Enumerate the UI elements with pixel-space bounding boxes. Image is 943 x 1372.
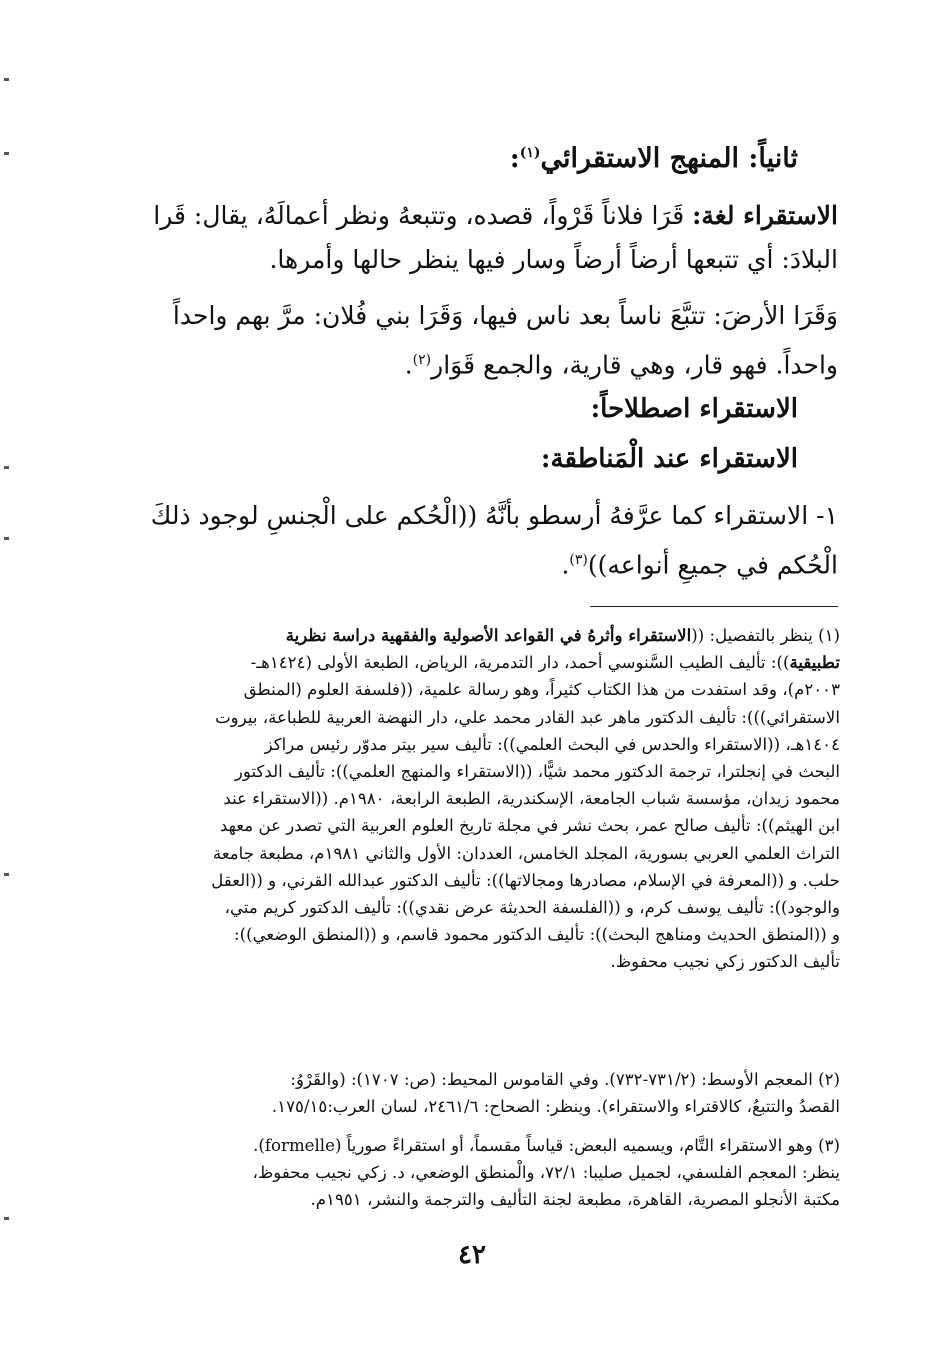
footnote-text: (٣) وهو الاستقراء التَّام، ويسميه البعض: قياساً مقسماً، أو استقراءً صورياً (formelle). bbox=[253, 1136, 840, 1155]
footnote-text: والوجود)): تأليف يوسف كرم، و ((الفلسفة الحديثة عرض نقدي)): تأليف الدكتور كريم متي، bbox=[224, 898, 840, 918]
footnote-3 bbox=[118, 1132, 840, 1214]
footnote-divider bbox=[590, 606, 838, 607]
footnote-text: حلب. و ((المعرفة في الإسلام، مصادرها ومجالاتها)): تأليف الدكتور عبدالله القرني، و ((العقل bbox=[211, 870, 840, 890]
subheading-istilahan: الاستقراء اصطلاحاً: bbox=[590, 394, 798, 424]
paragraph-text: قَرَا فلاناً قَرْواً، قصده، وتتبعهُ ونظر أعمالَهُ، يقال: قَرا bbox=[153, 201, 693, 230]
footnote-ref-3: (٣) bbox=[569, 552, 588, 568]
footnote-text: الاستقرائي))): تأليف الدكتور ماهر عبد القادر محمد علي، دار النهضة العربية للطباعة، بيروت bbox=[215, 707, 840, 727]
footnote-text: تأليف الدكتور زكي نجيب محفوظ. bbox=[610, 952, 840, 972]
footnote-ref-2: (٢) bbox=[412, 352, 432, 368]
footnote-text: )): تأليف الطيب السَّنوسي أحمد، دار التدمرية، الرياض، الطبعة الأولى (١٤٢٤هـ- bbox=[250, 653, 790, 673]
scan-mark bbox=[4, 873, 9, 876]
footnote-text: ١٤٠٤هـ، ((الاستقراء والحدس في البحث العلمي)): تأليف سير بيتر مدوّر رئيس مراكز bbox=[264, 734, 840, 754]
footnote-text: مكتبة الأنجلو المصرية، القاهرة، مطبعة لجنة التأليف والترجمة والنشر، ١٩٥١م. bbox=[310, 1190, 840, 1210]
footnote-text: ينظر: المعجم الفلسفي، لجميل صليبا: ٧٢/١، والْمنطق الوضعي، د. زكي نجيب محفوظ، bbox=[252, 1163, 840, 1183]
footnote-text: ٢٠٠٣م)، وقد استفدت من هذا الكتاب كثيراً، وهو رسالة علمية، ((فلسفة العلوم (المنطق bbox=[243, 680, 840, 700]
footnote-2 bbox=[118, 1066, 840, 1120]
paragraph-text: . bbox=[561, 550, 570, 580]
page-number: ٤٢ bbox=[458, 1240, 486, 1270]
section-heading bbox=[118, 143, 798, 174]
footnote-book-title: تطبيقية bbox=[789, 652, 840, 673]
scan-mark bbox=[4, 152, 9, 155]
heading-text: ثانياً: المنهج الاستقرائي bbox=[540, 143, 798, 174]
paragraph-text: واحداً. فهو قار، وهي قارية، والجمع قَوَار bbox=[431, 350, 838, 380]
term-linguistic: الاستقراء لغة: bbox=[692, 201, 838, 230]
paragraph-text: . bbox=[404, 350, 413, 380]
footnote-text: محمود زيدان، مؤسسة شباب الجامعة، الإسكندرية، الطبعة الرابعة، ١٩٨٠م. ((الاستقراء عند bbox=[223, 789, 840, 809]
scan-mark bbox=[4, 1217, 9, 1220]
paragraph-text: البلادَ: أي تتبعها أرضاً أرضاً وسار فيها ينظر حالها وأمرها. bbox=[269, 245, 838, 274]
footnote-ref-1: (١) bbox=[519, 145, 541, 161]
scan-mark bbox=[4, 78, 9, 81]
heading-colon: : bbox=[509, 143, 520, 174]
footnote-text: (٢) المعجم الأوسط: (٧٣١/٢-٧٣٢). وفي القاموس المحيط: (ص: ١٧٠٧): (والقَرْوُ: bbox=[290, 1070, 840, 1089]
paragraph-text: الْحُكم في جميعِ أنواعه)) bbox=[587, 550, 838, 580]
paragraph-aristotle bbox=[118, 494, 838, 587]
paragraph-qara bbox=[118, 294, 838, 387]
footnote-book-title: الاستقراء وأثرهُ في القواعد الأصولية والفقهية دراسة نظرية bbox=[285, 625, 692, 645]
subheading-manatiqa: الاستقراء عند الْمَناطقة: bbox=[540, 444, 798, 474]
footnote-text: و ((المنطق الحديث ومناهج البحث)): تأليف الدكتور محمود قاسم، و ((المنطق الوضعي)): bbox=[234, 925, 840, 945]
footnote-text: ابن الهيثم)): تأليف صالح عمر، بحث نشر في مجلة تاريخ العلوم العربية التي تصدر عن معهد bbox=[219, 816, 840, 836]
footnote-text: البحث في إنجلترا، ترجمة الدكتور محمد شيًّا، ((الاستقراء والمنهج العلمي)): تأليف الدكتور bbox=[234, 762, 840, 782]
paragraph-text: وَقَرَا الأرضَ: تتبَّعَ ناساً بعد ناس فيها، وَقَرَا بني فُلان: مرَّ بهم واحداً bbox=[172, 301, 838, 330]
footnote-1 bbox=[118, 622, 840, 976]
scan-mark bbox=[4, 537, 9, 540]
footnote-text: التراث العلمي العربي بسورية، المجلد الخامس، العددان: الأول والثاني ١٩٨١م، مطبعة جامعة bbox=[212, 843, 840, 863]
scan-mark bbox=[4, 466, 9, 469]
footnote-text: القصدُ والتتبعُ، كالاقتراء والاستقراء). وينظر: الصحاح: ٢٤٦١/٦، لسان العرب:١٧٥/١٥. bbox=[271, 1097, 840, 1117]
footnote-text: (١) ينظر بالتفصيل: (( bbox=[691, 626, 840, 645]
paragraph-linguistic bbox=[118, 194, 838, 282]
paragraph-text: ١- الاستقراء كما عرَّفهُ أرسطو بأنَّهُ ((الْحُكم على الْجنسِ لوجود ذلكَ bbox=[150, 501, 838, 530]
